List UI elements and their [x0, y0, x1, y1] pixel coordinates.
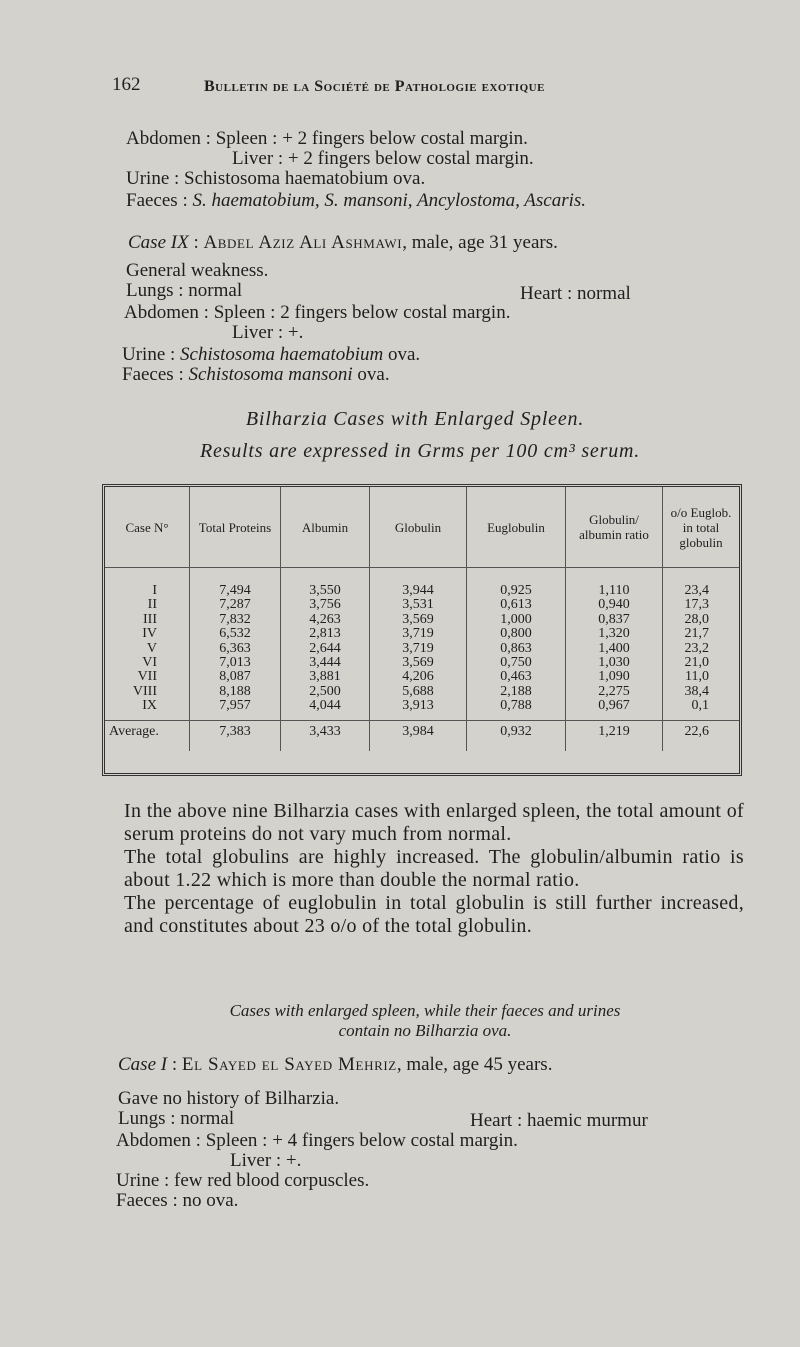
col-ratio: [566, 568, 663, 721]
table-cell: 0,940: [598, 597, 630, 613]
table-cell: 3,913: [402, 698, 434, 714]
table-cell: 0,788: [500, 698, 532, 714]
table-cell: 0,863: [500, 640, 532, 656]
table-cell: 8,188: [219, 683, 251, 699]
discussion-text: [124, 800, 744, 938]
section-title: Cases with enlarged spleen, while their faeces and urines: [229, 1001, 621, 1020]
case1-liver: Liver : +.: [230, 1150, 302, 1171]
table-cell: 7,287: [219, 597, 251, 613]
col-header-total-proteins: Total Proteins: [190, 487, 281, 568]
col-globulin: [370, 568, 467, 721]
table-cell: 38,4: [684, 683, 709, 699]
table-cell: Average.: [105, 720, 190, 751]
table-cell: VI: [142, 654, 157, 670]
table-average-row: [105, 720, 739, 751]
table-body: [105, 568, 739, 721]
table-cell: II: [147, 597, 157, 613]
table-title: Bilharzia Cases with Enlarged Spleen.: [245, 408, 585, 430]
case9-urine: Urine : Schistosoma haematobium ova.: [122, 344, 421, 365]
col-header-euglob-pct: o/o Euglob. in total globulin: [670, 504, 732, 550]
table-cell: VIII: [132, 683, 157, 699]
case9-heart: Heart : normal: [520, 283, 631, 304]
table-cell: 28,0: [684, 611, 709, 627]
table-cell: 23,4: [684, 583, 709, 598]
table-cell: 7,383: [190, 720, 281, 751]
table-cell: 3,550: [309, 583, 341, 598]
case9-lungs: Lungs : normal: [126, 280, 243, 301]
table-cell: 1,090: [598, 669, 630, 685]
table-cell: 2,188: [500, 683, 532, 699]
table-cell: 7,832: [219, 611, 251, 627]
case9-liver: Liver : +.: [232, 322, 304, 343]
table-cell: 0,837: [598, 611, 630, 627]
table-cell: 21,7: [684, 626, 709, 642]
table-cell: 3,444: [309, 654, 341, 670]
col-header-globulin: Globulin: [370, 487, 467, 568]
table-cell: IX: [142, 698, 157, 714]
case9-general: General weakness.: [126, 260, 269, 281]
table-cell: 4,206: [402, 669, 434, 685]
table-cell: 3,881: [309, 669, 341, 685]
case9-heading: Case IX : Abdel Aziz Ali Ashmawi, male, age 31 years.: [128, 232, 558, 253]
table-cell: 4,263: [309, 611, 341, 627]
table-cell: 1,219: [566, 720, 663, 751]
case1-spleen: Abdomen : Spleen : + 4 fingers below costal margin.: [116, 1130, 518, 1151]
table-cell: 1,110: [598, 583, 630, 598]
table-cell: IV: [142, 626, 157, 642]
col-total-proteins: [190, 568, 281, 721]
case9-spleen: Abdomen : Spleen : 2 fingers below costal margin.: [124, 302, 511, 323]
table-cell: 2,275: [598, 683, 630, 699]
table-cell: 0,800: [500, 626, 532, 642]
table-cell: V: [146, 640, 157, 656]
table-cell: 7,957: [219, 698, 251, 714]
table-cell: 0,925: [500, 583, 532, 598]
table-cell: 3,569: [402, 611, 434, 627]
col-euglob-pct: [663, 568, 740, 721]
col-header-ratio: Globulin/ albumin ratio: [566, 487, 663, 568]
table-cell: 0,967: [598, 698, 630, 714]
table-cell: I: [152, 583, 157, 598]
table-cell: III: [143, 611, 157, 627]
patient-name: Abdel Aziz Ali Ashmawi: [203, 232, 403, 253]
case1-heading: Case I : El Sayed el Sayed Mehriz, male, age 45 years.: [118, 1054, 553, 1075]
table-cell: 21,0: [684, 654, 709, 670]
case1-lungs: Lungs : normal: [118, 1108, 235, 1129]
col-case: [105, 568, 190, 721]
case1-heart: Heart : haemic murmur: [470, 1110, 648, 1131]
table-cell: 3,719: [402, 626, 434, 642]
table-cell: 17,3: [684, 597, 709, 613]
col-euglobulin: [467, 568, 566, 721]
table-cell: 22,6: [663, 720, 740, 751]
table-cell: 0,750: [500, 654, 532, 670]
col-header-albumin: Albumin: [281, 487, 370, 568]
table-cell: 5,688: [402, 683, 434, 699]
table-cell: 3,719: [402, 640, 434, 656]
results-table: [102, 484, 742, 776]
table-cell: 1,320: [598, 626, 630, 642]
table-cell: 1,030: [598, 654, 630, 670]
journal-title: Bulletin de la Société de Pathologie exotique: [204, 78, 545, 95]
table-cell: 6,363: [219, 640, 251, 656]
case1-faeces: Faeces : no ova.: [116, 1190, 239, 1211]
table-cell: 0,463: [500, 669, 532, 685]
paragraph: The percentage of euglobulin in total globulin is still further increased, and constitutes about 23 o/o of the total globulin.: [124, 892, 744, 937]
section-title-cont: contain no Bilharzia ova.: [338, 1021, 512, 1040]
table-cell: 0,1: [691, 698, 709, 714]
case8-urine: Urine : Schistosoma haematobium ova.: [126, 168, 426, 189]
table-cell: 2,813: [309, 626, 341, 642]
table-cell: 23,2: [684, 640, 709, 656]
col-albumin: [281, 568, 370, 721]
table-cell: 7,013: [219, 654, 251, 670]
patient-name: El Sayed el Sayed Mehriz: [181, 1054, 397, 1075]
col-header-euglobulin: Euglobulin: [467, 487, 566, 568]
table-cell: 4,044: [309, 698, 341, 714]
table-cell: 2,644: [309, 640, 341, 656]
table-cell: 0,932: [467, 720, 566, 751]
page-number: 162: [112, 74, 141, 95]
table-cell: 3,433: [281, 720, 370, 751]
table-cell: 3,944: [402, 583, 434, 598]
col-header-case: Case N°: [105, 487, 190, 568]
case1-history: Gave no history of Bilharzia.: [118, 1088, 340, 1109]
case8-faeces: Faeces : S. haematobium, S. mansoni, Ancylostoma, Ascaris.: [126, 190, 587, 211]
table-cell: 1,000: [500, 611, 532, 627]
table-header-row: [105, 487, 739, 568]
case9-faeces: Faeces : Schistosoma mansoni ova.: [122, 364, 390, 385]
table-cell: VII: [137, 669, 157, 685]
table-cell: 11,0: [685, 669, 709, 685]
case8-liver: Liver : + 2 fingers below costal margin.: [232, 148, 534, 169]
paragraph: The total globulins are highly increased. The globulin/albumin ratio is about 1.22 which is more than double the normal ratio.: [124, 846, 744, 891]
table-cell: 1,400: [598, 640, 630, 656]
table-cell: 2,500: [309, 683, 341, 699]
table-cell: 3,984: [370, 720, 467, 751]
table-cell: 7,494: [219, 583, 251, 598]
table-cell: 0,613: [500, 597, 532, 613]
table-cell: 3,531: [402, 597, 434, 613]
table-cell: 8,087: [219, 669, 251, 685]
table-subtitle: Results are expressed in Grms per 100 cm³ serum.: [199, 440, 641, 462]
case8-spleen: Abdomen : Spleen : + 2 fingers below costal margin.: [126, 128, 528, 149]
paragraph: In the above nine Bilharzia cases with enlarged spleen, the total amount of serum proteins do not vary much from normal.: [124, 800, 744, 845]
table-cell: 3,756: [309, 597, 341, 613]
table-cell: 6,532: [219, 626, 251, 642]
table-cell: 3,569: [402, 654, 434, 670]
case1-urine: Urine : few red blood corpuscles.: [116, 1170, 370, 1191]
